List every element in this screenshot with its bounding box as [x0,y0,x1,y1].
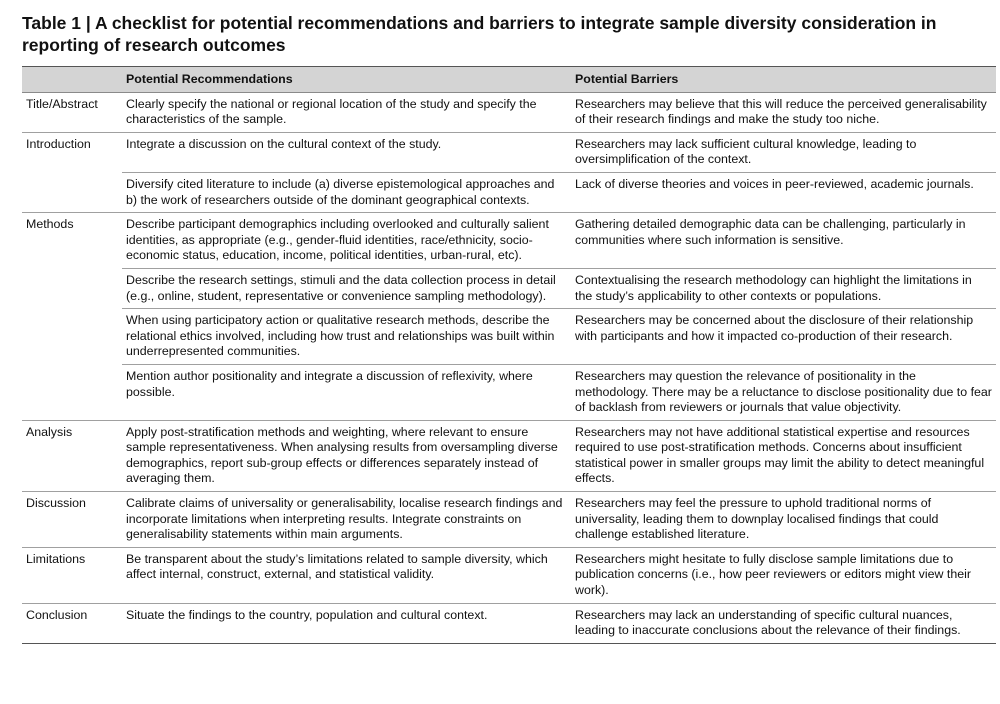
recommendation-cell: Describe the research settings, stimuli and the data collection process in detail (e.g., online, student, representative or convenience sampling methodology). [122,268,571,308]
recommendation-cell: Clearly specify the national or regional location of the study and specify the characteristics of the sample. [122,92,571,132]
table-row [22,132,996,172]
recommendation-cell: Mention author positionality and integrate a discussion of reflexivity, where possible. [122,364,571,420]
section-cell: Limitations [22,547,122,603]
recommendation-cell: Situate the findings to the country, population and cultural context. [122,603,571,643]
section-cell: Conclusion [22,603,122,643]
table-row [22,213,996,269]
recommendation-cell: Calibrate claims of universality or generalisability, localise research findings and incorporate limitations when interpreting results. Integrate constraints on generalisability statements within main arguments. [122,492,571,548]
table-row [22,420,996,491]
section-cell: Analysis [22,420,122,491]
header-recommendations: Potential Recommendations [122,67,571,93]
table-row [22,309,996,365]
header-section [22,67,122,93]
barrier-cell: Researchers may feel the pressure to uphold traditional norms of universality, leading them to downplay localised findings that could challenge established literature. [571,492,996,548]
table-row [22,492,996,548]
barrier-cell: Researchers may lack sufficient cultural knowledge, leading to oversimplification of the context. [571,132,996,172]
recommendation-cell: Apply post-stratification methods and weighting, where relevant to ensure sample representativeness. When analysing results from oversampling diverse demographics, report sub-group effects or differences separately instead of averaging them. [122,420,571,491]
section-cell: Discussion [22,492,122,548]
table-row [22,364,996,420]
barrier-cell: Researchers may be concerned about the disclosure of their relationship with participants and how it impacted co-production of their research. [571,309,996,365]
checklist-table [22,66,996,644]
barrier-cell: Gathering detailed demographic data can be challenging, particularly in communities where such information is sensitive. [571,213,996,269]
section-cell [22,364,122,420]
recommendation-cell: Be transparent about the study’s limitations related to sample diversity, which affect internal, construct, external, and statistical validity. [122,547,571,603]
barrier-cell: Researchers may believe that this will reduce the perceived generalisability of their research findings and make the study too niche. [571,92,996,132]
table-body [22,92,996,643]
barrier-cell: Researchers may lack an understanding of specific cultural nuances, leading to inaccurate conclusions about the relevance of their findings. [571,603,996,643]
table-row [22,268,996,308]
header-barriers: Potential Barriers [571,67,996,93]
table-row [22,547,996,603]
table-row [22,603,996,643]
section-cell [22,268,122,308]
recommendation-cell: Integrate a discussion on the cultural context of the study. [122,132,571,172]
barrier-cell: Researchers may not have additional statistical expertise and resources required to use post-stratification methods. Concerns about insufficient statistical power in smaller groups may limit the ability to detect meaningful effects. [571,420,996,491]
barrier-cell: Researchers might hesitate to fully disclose sample limitations due to publication concerns (i.e., how peer reviewers or editors might view their work). [571,547,996,603]
table-header-row [22,67,996,93]
section-cell: Introduction [22,132,122,172]
recommendation-cell: When using participatory action or qualitative research methods, describe the relational ethics involved, including how trust and relationships was built within underrepresented communities. [122,309,571,365]
barrier-cell: Researchers may question the relevance of positionality in the methodology. There may be a reluctance to disclose positionality due to fear of backlash from reviewers or journals that value objectivity. [571,364,996,420]
table-title: Table 1 | A checklist for potential recommendations and barriers to integrate sample diversity consideration in reporting of research outcomes [22,13,937,55]
table-row [22,172,996,212]
recommendation-cell: Diversify cited literature to include (a) diverse epistemological approaches and b) the work of researchers outside of the dominant geographical contexts. [122,172,571,212]
section-cell: Methods [22,213,122,269]
recommendation-cell: Describe participant demographics including overlooked and culturally salient identities, as appropriate (e.g., gender-fluid identities, race/ethnicity, socio-economic status, education, income, political identities, urban-rural, etc). [122,213,571,269]
section-cell [22,309,122,365]
section-cell [22,172,122,212]
table-row [22,92,996,132]
section-cell: Title/Abstract [22,92,122,132]
barrier-cell: Contextualising the research methodology can highlight the limitations in the study’s applicability to other contexts or populations. [571,268,996,308]
barrier-cell: Lack of diverse theories and voices in peer-reviewed, academic journals. [571,172,996,212]
